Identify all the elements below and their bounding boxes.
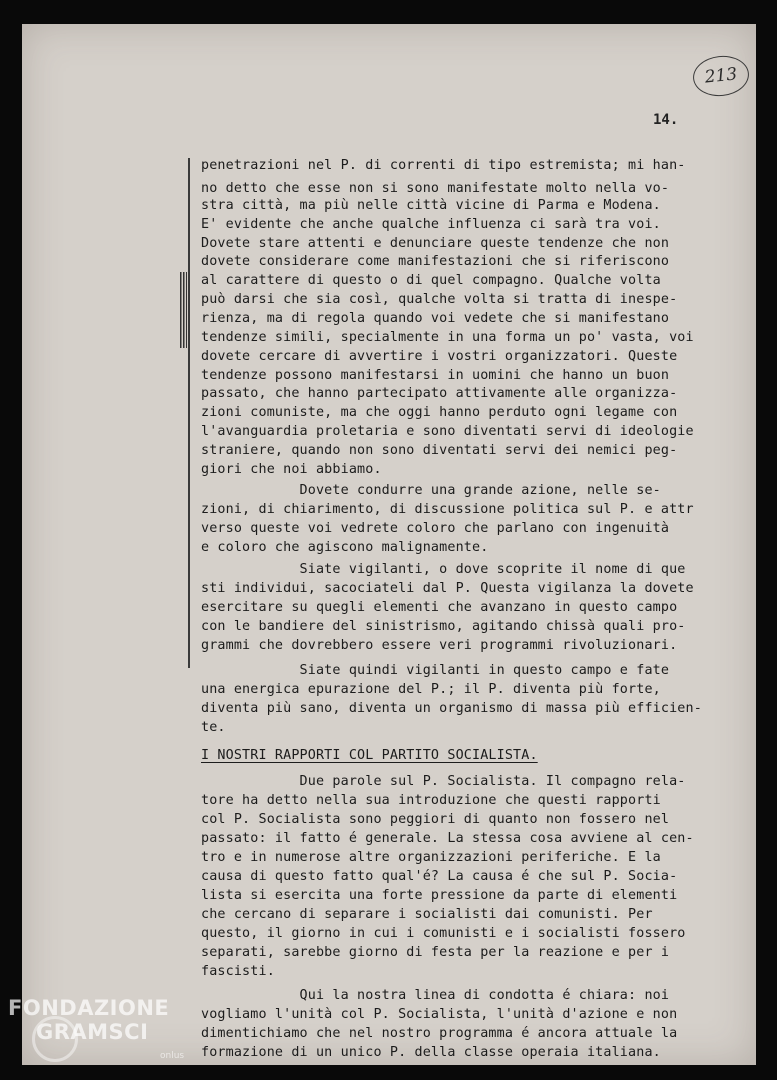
text-line: dovete cercare di avvertire i vostri organizzatori. Queste [201,349,678,364]
text-line: passato: il fatto é generale. La stessa cosa avviene al cen- [201,831,694,846]
text-line: diventa più sano, diventa un organismo di massa più efficien- [201,701,702,716]
text-line: tore ha detto nella sua introduzione che questi rapporti [201,793,661,808]
text-line: giori che noi abbiamo. [201,462,382,477]
text-line: lista si esercita una forte pressione da parte di elementi [201,888,678,903]
text-line: penetrazioni nel P. di correnti di tipo estremista; mi han- [201,158,686,173]
margin-line [188,158,190,668]
text-line: con le bandiere del sinistrismo, agitando chissà quali pro- [201,619,686,634]
text-line: l'avanguardia proletaria e sono diventati servi di ideologie [201,424,694,439]
text-line: Due parole sul P. Socialista. Il compagno rela- [201,774,686,789]
text-line: te. [201,720,226,735]
watermark [8,996,185,1061]
text-line: passato, che hanno partecipato attivamente alle organizza- [201,386,678,401]
text-line: zioni, di chiarimento, di discussione politica sul P. e attr [201,502,694,517]
text-line: grammi che dovrebbero essere veri programmi rivoluzionari. [201,638,678,653]
text-line: E' evidente che anche qualche influenza ci sarà tra voi. [201,217,661,232]
watermark-line2: GRAMSCI [36,1020,149,1044]
archive-stamp: 213 [691,53,751,99]
text-line: Siate vigilanti, o dove scoprite il nome di que [201,562,686,577]
text-line: fascisti. [201,964,275,979]
text-line: sti individui, sacociateli dal P. Questa vigilanza la dovete [201,581,694,596]
text-line: tendenze simili, specialmente in una forma un po' vasta, voi [201,330,694,345]
text-line: e coloro che agiscono malignamente. [201,540,489,555]
text-line: Siate quindi vigilanti in questo campo e fate [201,663,670,678]
watermark-line3: onlus [160,1051,185,1061]
text-line: verso queste voi vedrete coloro che parlano con ingenuità [201,521,670,536]
text-line: no detto che esse non si sono manifestate molto nella vo- [201,181,670,196]
text-line: questo, il giorno in cui i comunisti e i socialisti fossero [201,926,686,941]
text-line: separati, sarebbe giorno di festa per la reazione e per i [201,945,670,960]
text-line: tro e in numerose altre organizzazioni periferiche. E la [201,850,661,865]
text-line: tendenze possono manifestarsi in uomini che hanno un buon [201,368,670,383]
page-number: 14. [653,112,679,128]
text-line: Qui la nostra linea di condotta é chiara: noi [201,988,670,1003]
text-line: rienza, ma di regola quando voi vedete che si manifestano [201,311,670,326]
text-line: vogliamo l'unità col P. Socialista, l'unità d'azione e non [201,1007,678,1022]
text-line: può darsi che sia così, qualche volta si tratta di inespe- [201,292,678,307]
margin-mark [180,272,187,348]
text-line: una energica epurazione del P.; il P. diventa più forte, [201,682,661,697]
text-line: formazione di un unico P. della classe operaia italiana. [201,1045,661,1060]
text-line: al carattere di questo o di quel compagno. Qualche volta [201,273,661,288]
text-line: che cercano di separare i socialisti dai comunisti. Per [201,907,653,922]
text-line: Dovete stare attenti e denunciare queste tendenze che non [201,236,670,251]
text-line: stra città, ma più nelle città vicine di Parma e Modena. [201,198,661,213]
text-line: Dovete condurre una grande azione, nelle se- [201,483,661,498]
text-line: straniere, quando non sono diventati servi dei nemici peg- [201,443,678,458]
text-line: dovete considerare come manifestazioni che si riferiscono [201,254,670,269]
text-line: esercitare su quegli elementi che avanzano in questo campo [201,600,678,615]
watermark-line1: FONDAZIONE [8,996,170,1020]
text-line: dimentichiamo che nel nostro programma é ancora attuale la [201,1026,678,1041]
text-line: zioni comuniste, ma che oggi hanno perduto ogni legame con [201,405,678,420]
section-heading: I NOSTRI RAPPORTI COL PARTITO SOCIALISTA. [201,748,538,763]
watermark-logo-icon [32,1016,78,1062]
text-line: col P. Socialista sono peggiori di quanto non fossero nel [201,812,670,827]
text-line: causa di questo fatto qual'é? La causa é che sul P. Socia- [201,869,678,884]
